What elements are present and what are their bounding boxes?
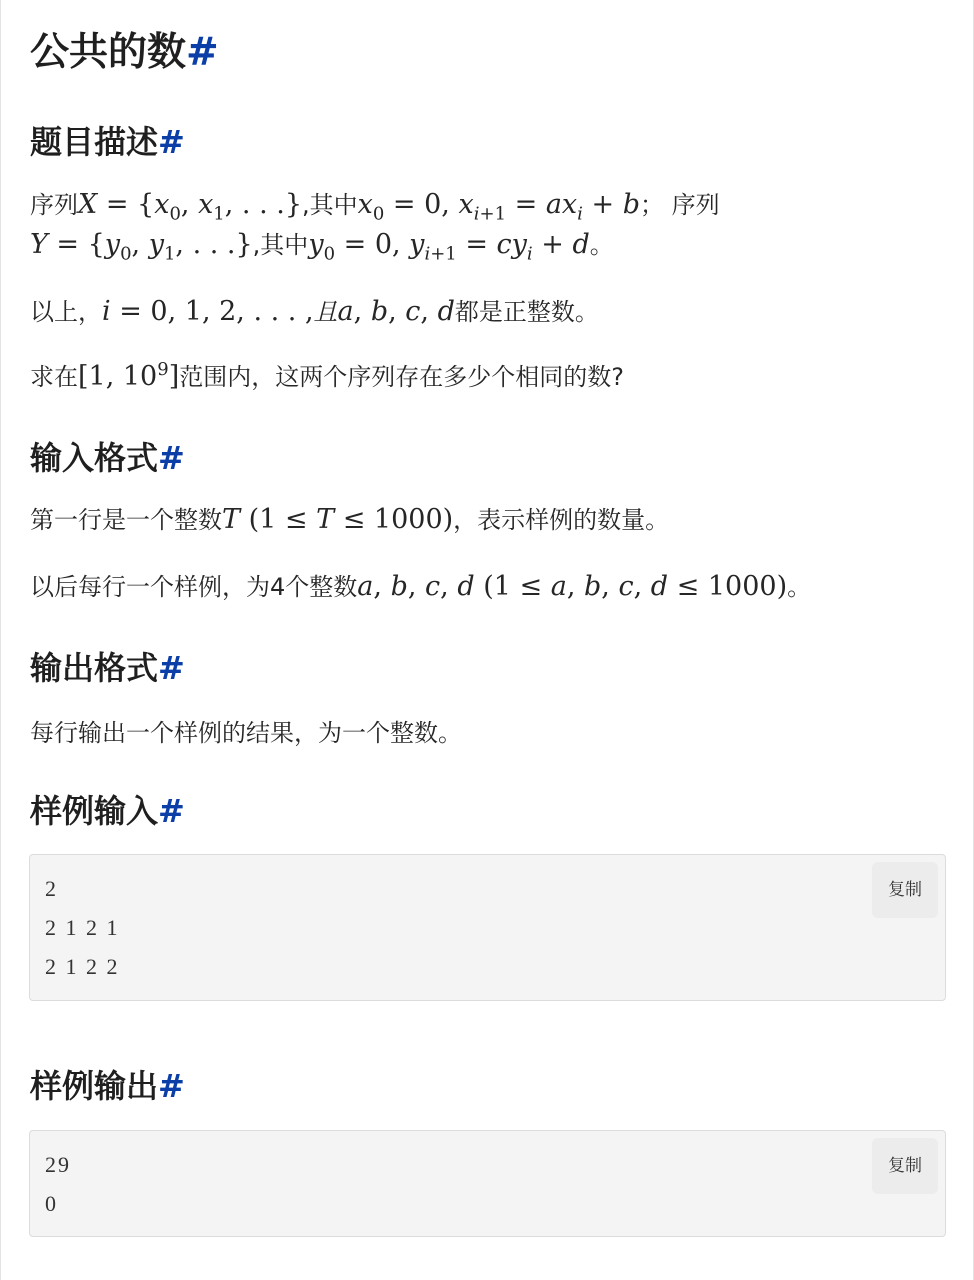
description-anchor-link[interactable]: # <box>158 123 185 161</box>
page-title <box>30 26 219 80</box>
sample-input-code-block[interactable] <box>29 854 946 1001</box>
description-line-1 <box>30 185 720 225</box>
sample-output-heading-text: 样例输出 <box>30 1067 159 1105</box>
description-text: ； 序列 <box>640 191 720 219</box>
input-format-line-1 <box>30 500 669 540</box>
input-format-heading-text: 输入格式 <box>30 439 159 477</box>
description-text: 范围内，这两个序列存在多少个相同的数? <box>179 363 624 391</box>
code-line: 2 1 2 1 <box>45 915 120 940</box>
description-text: ,其中 <box>302 191 358 219</box>
copy-sample-output-button[interactable]: 复制 <box>872 1138 938 1194</box>
input-format-text: 以后每行一个样例，为4个整数 <box>30 573 358 601</box>
output-format-line-1: 每行输出一个样例的结果，为一个整数。 <box>30 719 462 747</box>
title-anchor-link[interactable]: # <box>186 30 219 75</box>
description-heading <box>30 120 185 164</box>
math-sequence-y: $Y = \{y_0$, $y_1$, . . .} <box>30 229 253 265</box>
description-text: 求在 <box>30 363 78 391</box>
sample-output-anchor-link[interactable]: # <box>158 1067 185 1105</box>
input-format-text: ，表示样例的数量。 <box>453 506 670 534</box>
code-line: 0 <box>45 1191 58 1216</box>
description-text: 都是正整数。 <box>454 298 599 326</box>
output-format-anchor-link[interactable]: # <box>158 649 185 687</box>
description-text: 序列 <box>30 191 78 219</box>
sample-input-anchor-link[interactable]: # <box>158 792 185 830</box>
description-line-4 <box>30 357 624 397</box>
description-text: 。 <box>589 231 614 259</box>
math-abcd-constraint: a, b, c, d (1 ≤ a, b, c, d ≤ 1000) <box>357 571 788 602</box>
sample-output-heading <box>30 1064 185 1108</box>
sample-output-code-block[interactable] <box>29 1130 946 1237</box>
copy-sample-input-button[interactable]: 复制 <box>872 862 938 918</box>
input-format-line-2 <box>30 567 811 607</box>
description-line-3 <box>30 292 599 332</box>
sample-input-heading-text: 样例输入 <box>30 792 159 830</box>
description-text: ,其中 <box>252 231 309 259</box>
input-format-anchor-link[interactable]: # <box>158 439 185 477</box>
page-title-text: 公共的数 <box>30 30 187 75</box>
description-text: 以上， <box>30 298 102 326</box>
math-variables: a, b, c, d <box>337 296 455 327</box>
math-recurrence-x: $x_0 = 0$, $x_{i+1} = ax_i + b$ <box>357 189 641 225</box>
input-format-text: 。 <box>787 573 812 601</box>
code-line: 2 <box>45 876 58 901</box>
sample-input-heading <box>30 789 185 833</box>
math-sequence-x: $X = \{x_0$, $x_1$, . . .} <box>78 189 303 225</box>
output-format-heading-text: 输出格式 <box>30 649 159 687</box>
code-line: 29 <box>45 1152 71 1177</box>
math-t-constraint: T (1 ≤ T ≤ 1000) <box>222 504 454 535</box>
description-line-2 <box>30 225 614 265</box>
math-range: [1, $10^9$] <box>78 359 180 392</box>
math-index-range: i = 0, 1, 2, . . . , <box>102 296 314 327</box>
math-recurrence-y: $y_0 = 0$, $y_{i+1} = cy_i + d$ <box>308 229 590 265</box>
output-format-heading <box>30 646 185 690</box>
input-format-heading <box>30 436 185 480</box>
input-format-text: 第一行是一个整数 <box>30 506 222 534</box>
description-text: 且 <box>313 298 338 326</box>
description-heading-text: 题目描述 <box>30 123 159 161</box>
code-line: 2 1 2 2 <box>45 954 120 979</box>
